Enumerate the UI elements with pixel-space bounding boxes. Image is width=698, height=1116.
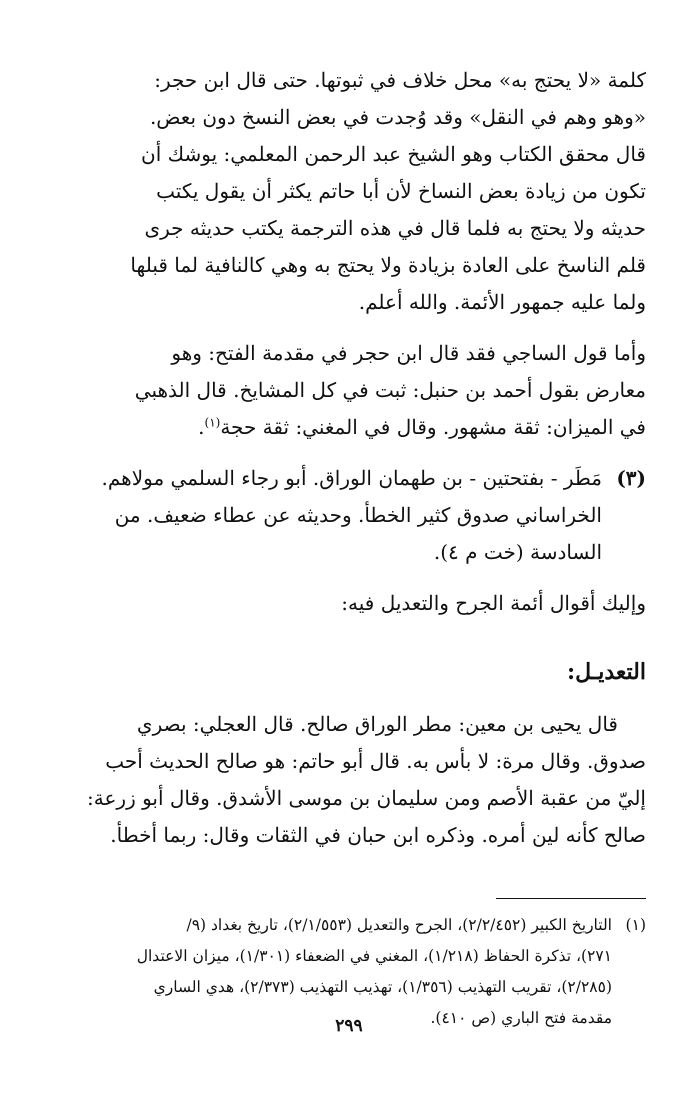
footnote-line: التاريخ الكبير (٢/٢/٤٥٢)، الجرح والتعديل (٢/١/٥٥٣)، تاريخ بغداد (٩/	[186, 916, 612, 934]
footnote-line: ٢٧١)، تذكرة الحفاظ (١/٢١٨)، المغني في الضعفاء (١/٣٠١)، ميزان الاعتدال	[136, 947, 612, 965]
text-line: كلمة «لا يحتج به» محل خلاف في ثبوتها. حتى قال ابن حجر:	[154, 68, 646, 92]
paragraph-intro	[54, 585, 646, 622]
text-line: وأما قول الساجي فقد قال ابن حجر في مقدمة الفتح: وهو	[171, 341, 646, 365]
footnote-line: (٢/٢٨٥)، تقريب التهذيب (١/٣٥٦)، تهذيب التهذيب (٢/٣٧٣)، هدي الساري	[153, 978, 612, 996]
text-line: ولما عليه جمهور الأئمة. والله أعلم.	[358, 290, 646, 314]
footnote-divider	[54, 898, 646, 900]
footnote-ref[interactable]: (١)	[204, 415, 221, 430]
footnote-number: (١)	[625, 916, 646, 934]
text-line: السادسة (خت م ٤).	[433, 540, 602, 564]
text-line: مَطَر - بفتحتين - بن طهمان الوراق. أبو رجاء السلمي مولاهم.	[101, 466, 602, 490]
text-line: معارض بقول أحمد بن حنبل: ثبت في كل المشايخ. قال الذهبي	[134, 378, 646, 402]
text-line: «وهو وهم في النقل» وقد وُجدت في بعض النسخ دون بعض.	[149, 105, 646, 129]
text-line: قال يحيى بن معين: مطر الوراق صالح. قال العجلي: بصري	[136, 712, 618, 736]
text-line: قال محقق الكتاب وهو الشيخ عبد الرحمن المعلمي: يوشك أن	[141, 142, 646, 166]
text-line: قلم الناسخ على العادة بزيادة ولا يحتج به وهي كالنافية لما قبلها	[130, 253, 646, 277]
entry-body	[54, 460, 602, 571]
text-line: الخراساني صدوق كثير الخطأ. وحديثه عن عطاء ضعيف. من	[114, 503, 602, 527]
text-line: وإليك أقوال أئمة الجرح والتعديل فيه:	[341, 591, 646, 615]
entry-matar	[54, 460, 646, 571]
text-line: صدوق. وقال مرة: لا بأس به. قال أبو حاتم: هو صالح الحديث أحب	[105, 749, 646, 773]
text-line: تكون من زيادة بعض النساخ لأن أبا حاتم يكثر أن يقول يكتب	[156, 179, 646, 203]
text-segment: في الميزان: ثقة مشهور. وقال في المغني: ثقة حجة	[220, 415, 646, 439]
paragraph-tadil	[54, 706, 646, 854]
text-line: إليّ من عقبة الأصم ومن سليمان بن موسى الأشدق. وقال أبو زرعة:	[87, 786, 646, 810]
footnote-line: مقدمة فتح الباري (ص ٤١٠).	[430, 1009, 612, 1027]
text-line: صالح كأنه لين أمره. وذكره ابن حبان في الثقات وقال: ربما أخطأ.	[110, 823, 646, 847]
page-number: ٢٩٩	[335, 1016, 363, 1036]
text-line: حديثه ولا يحتج به فلما قال في هذه الترجمة يكتب حديثه جرى	[144, 216, 646, 240]
section-heading: التعديـل:	[567, 659, 646, 685]
paragraph-hajar-note	[54, 62, 646, 321]
text-line: في الميزان: ثقة مشهور. وقال في المغني: ثقة حجة$^{(١)}$.	[198, 415, 646, 439]
entry-number: (٣)	[616, 466, 646, 490]
paragraph-saji	[54, 335, 646, 446]
